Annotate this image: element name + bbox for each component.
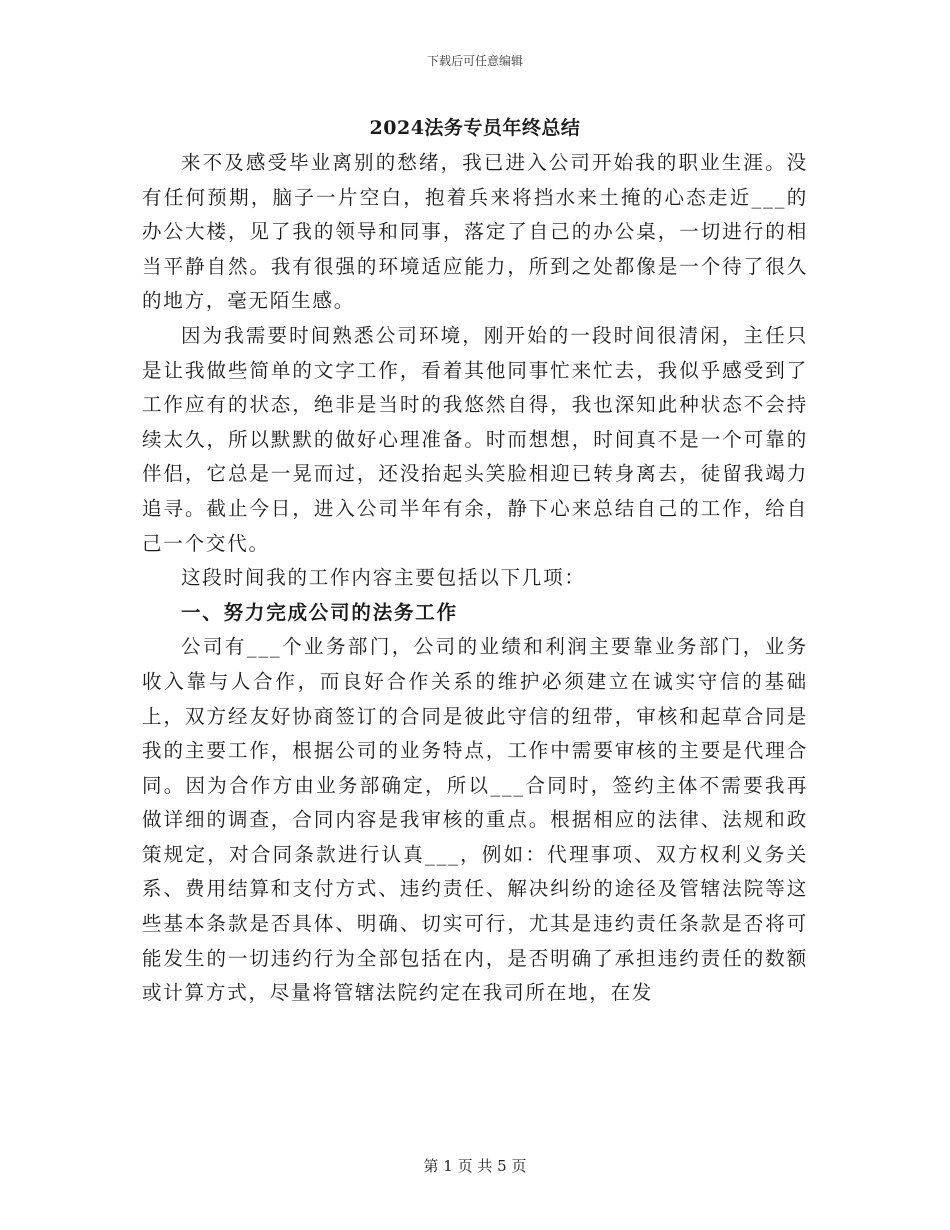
header-note: 下载后可任意编辑: [426, 54, 523, 68]
paragraph-legal-work: 公司有___个业务部门，公司的业绩和利润主要靠业务部门，业务收入靠与人合作，而良好合作关系的维护必须建立在诚实守信的基础上，双方经友好协商签订的合同是彼此守信的纽带，审核和起草合同是我的主要工作，根据公司的业务特点，工作中需要审核的主要是代理合同。因为合作方由业务部确定，所以___合同时，签约主体不需要我再做详细的调查，合同内容是我审核的重点。根据相应的法律、法规和政策规定，对合同条款进行认真___，例如：代理事项、双方权利义务关系、费用结算和支付方式、违约责任、解决纠纷的途径及管辖法院等这些基本条款是否具体、明确、切实可行，尤其是违约责任条款是否将可能发生的一切违约行为全部包括在内，是否明确了承担违约责任的数额或计算方式，尽量将管辖法院约定在我司所在地，在发: [142, 635, 808, 1005]
document-title: 2024法务专员年终总结: [369, 117, 581, 139]
document-body: [142, 146, 808, 1011]
paragraph-work-items: 这段时间我的工作内容主要包括以下几项：: [181, 566, 586, 590]
paragraph-intro: 来不及感受毕业离别的愁绪，我已进入公司开始我的职业生涯。没有任何预期，脑子一片空白，抱着兵来将挡水来土掩的心态走近___的办公大楼，见了我的领导和同事，落定了自己的办公桌，一切进行的相当平静自然。我有很强的环境适应能力，所到之处都像是一个待了很久的地方，毫无陌生感。: [142, 151, 808, 313]
section-heading-legal-work: 一、努力完成公司的法务工作: [181, 600, 458, 624]
page-indicator: 第 1 页 共 5 页: [423, 1157, 527, 1175]
paragraph-familiarization: 因为我需要时间熟悉公司环境，刚开始的一段时间很清闲，主任只是让我做些简单的文字工作，看着其他同事忙来忙去，我似乎感受到了工作应有的状态，绝非是当时的我悠然自得，我也深知此种状态不会持续太久，所以默默的做好心理准备。时而想想，时间真不是一个可靠的伴侣，它总是一晃而过，还没抬起头笑脸相迎已转身离去，徒留我竭力追寻。截止今日，进入公司半年有余，静下心来总结自己的工作，给自己一个交代。: [142, 323, 808, 555]
